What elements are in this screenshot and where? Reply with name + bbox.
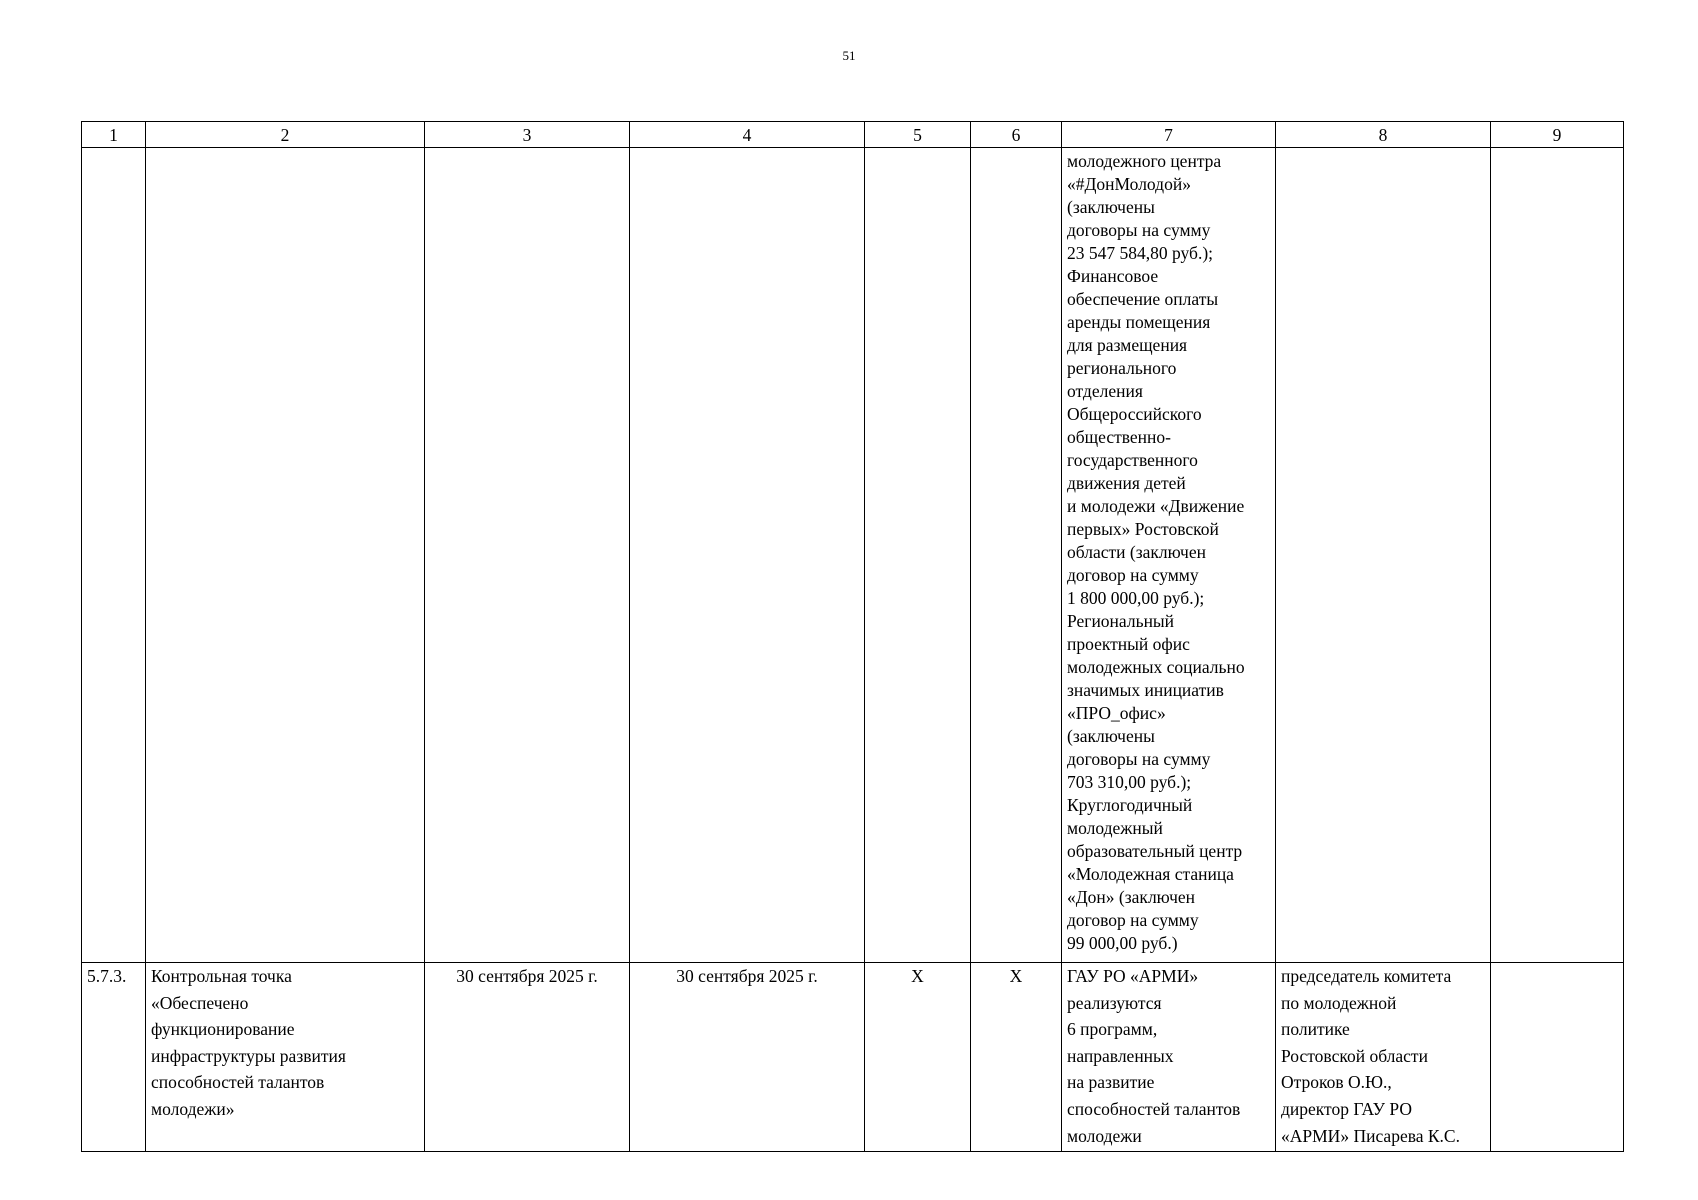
table-row-continuation: [82, 148, 1624, 963]
header-col-2: 2: [146, 122, 425, 148]
header-col-8: 8: [1276, 122, 1491, 148]
cell-col-9: [1491, 148, 1624, 963]
cell-result-continuation: молодежного центра «#ДонМолодой» (заключены договоры на сумму 23 547 584,80 руб.); Финансовое обеспечение оплаты аренды помещения для размещения регионального отделения Общероссийского общественно- государственного движения детей и молодежи «Движение первых» Ростовской области (заключен договор на сумму 1 800 000,00 руб.); Региональный проектный офис молодежных социально значимых инициатив «ПРО_офис» (заключены договоры на сумму 703 310,00 руб.); Круглогодичный молодежный образовательный центр «Молодежная станица «Дон» (заключен договор на сумму 99 000,00 руб.): [1062, 148, 1276, 963]
cell-date-plan: 30 сентября 2025 г.: [425, 963, 630, 1152]
cell-col-9-empty: [1491, 963, 1624, 1152]
cell-col-5: [865, 148, 971, 963]
cell-col-6: [971, 148, 1062, 963]
cell-row-number: 5.7.3.: [82, 963, 146, 1152]
cell-responsible: председатель комитета по молодежной политике Ростовской области Отроков О.Ю., директор ГАУ РО «АРМИ» Писарева К.С.: [1276, 963, 1491, 1152]
table-row-5-7-3: [82, 963, 1624, 1152]
header-col-5: 5: [865, 122, 971, 148]
cell-col-3: [425, 148, 630, 963]
cell-result: ГАУ РО «АРМИ» реализуются 6 программ, направленных на развитие способностей талантов молодежи: [1062, 963, 1276, 1152]
header-col-9: 9: [1491, 122, 1624, 148]
header-col-3: 3: [425, 122, 630, 148]
cell-col-5-mark: Х: [865, 963, 971, 1152]
header-col-7: 7: [1062, 122, 1276, 148]
header-col-1: 1: [82, 122, 146, 148]
cell-col-2: [146, 148, 425, 963]
header-col-4: 4: [630, 122, 865, 148]
report-table: [81, 121, 1624, 1152]
header-row: [82, 122, 1624, 148]
cell-col-4: [630, 148, 865, 963]
page-number: 51: [842, 48, 856, 63]
cell-control-point-name: Контрольная точка «Обеспечено функционирование инфраструктуры развития способностей талантов молодежи»: [146, 963, 425, 1152]
cell-col-8: [1276, 148, 1491, 963]
cell-col-1: [82, 148, 146, 963]
header-col-6: 6: [971, 122, 1062, 148]
cell-date-fact: 30 сентября 2025 г.: [630, 963, 865, 1152]
cell-col-6-mark: Х: [971, 963, 1062, 1152]
